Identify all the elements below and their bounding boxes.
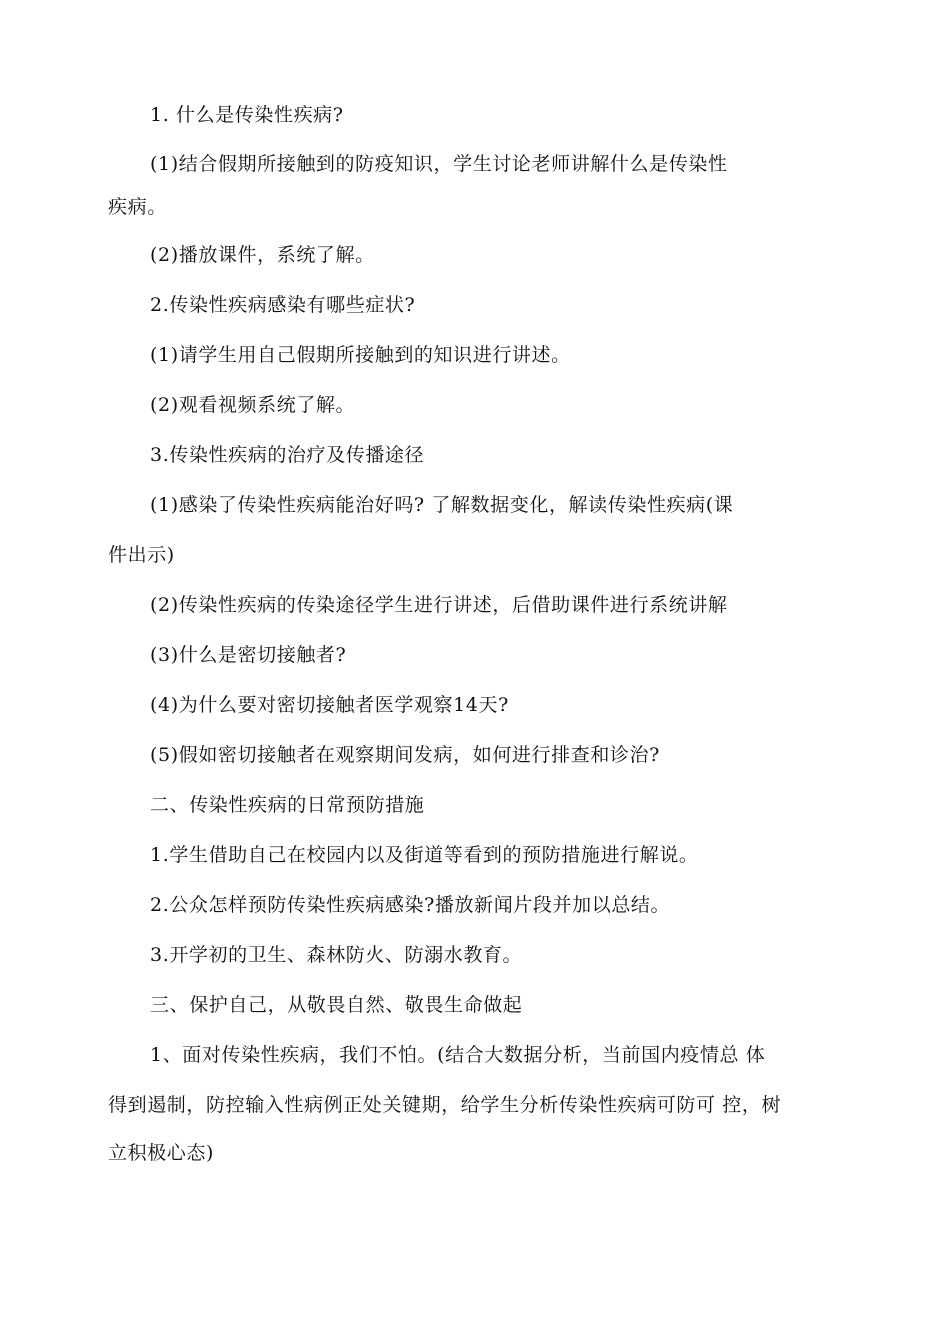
- paragraph-line: 得到遏制，防控输入性病例正处关键期，给学生分析传染性疾病可防可 控，树: [108, 1094, 782, 1116]
- paragraph-line: (1)结合假期所接触到的防疫知识，学生讨论老师讲解什么是传染性: [150, 153, 728, 175]
- heading-symptoms: 2.传染性疾病感染有哪些症状?: [150, 294, 416, 316]
- paragraph-line: (2)播放课件，系统了解。: [150, 244, 375, 266]
- paragraph-line: 1、面对传染性疾病，我们不怕。(结合大数据分析，当前国内疫情总 体: [150, 1044, 766, 1066]
- section-heading-protect-yourself: 三、保护自己，从敬畏自然、敬畏生命做起: [150, 994, 523, 1016]
- paragraph-line: (5)假如密切接触者在观察期间发病，如何进行排查和诊治?: [150, 744, 660, 766]
- section-heading-prevention: 二、传染性疾病的日常预防措施: [150, 794, 425, 816]
- paragraph-line: (1)感染了传染性疾病能治好吗? 了解数据变化，解读传染性疾病(课: [150, 494, 734, 516]
- paragraph-line: (1)请学生用自己假期所接触到的知识进行讲述。: [150, 344, 571, 366]
- paragraph-line: 疾病。: [108, 196, 167, 218]
- paragraph-line: (2)传染性疾病的传染途径学生进行讲述，后借助课件进行系统讲解: [150, 594, 728, 616]
- paragraph-line: 1.学生借助自己在校园内以及街道等看到的预防措施进行解说。: [150, 844, 699, 866]
- paragraph-line: 件出示): [108, 544, 175, 566]
- paragraph-line: 立积极心态): [108, 1142, 215, 1164]
- heading-what-is-infectious-disease: 1. 什么是传染性疾病?: [150, 104, 344, 126]
- paragraph-line: (3)什么是密切接触者?: [150, 644, 347, 666]
- paragraph-line: 3.开学初的卫生、森林防火、防溺水教育。: [150, 944, 523, 966]
- paragraph-line: (4)为什么要对密切接触者医学观察14天?: [150, 694, 509, 716]
- heading-treatment-transmission: 3.传染性疾病的治疗及传播途径: [150, 444, 425, 466]
- paragraph-line: (2)观看视频系统了解。: [150, 394, 356, 416]
- paragraph-line: 2.公众怎样预防传染性疾病感染?播放新闻片段并加以总结。: [150, 894, 671, 916]
